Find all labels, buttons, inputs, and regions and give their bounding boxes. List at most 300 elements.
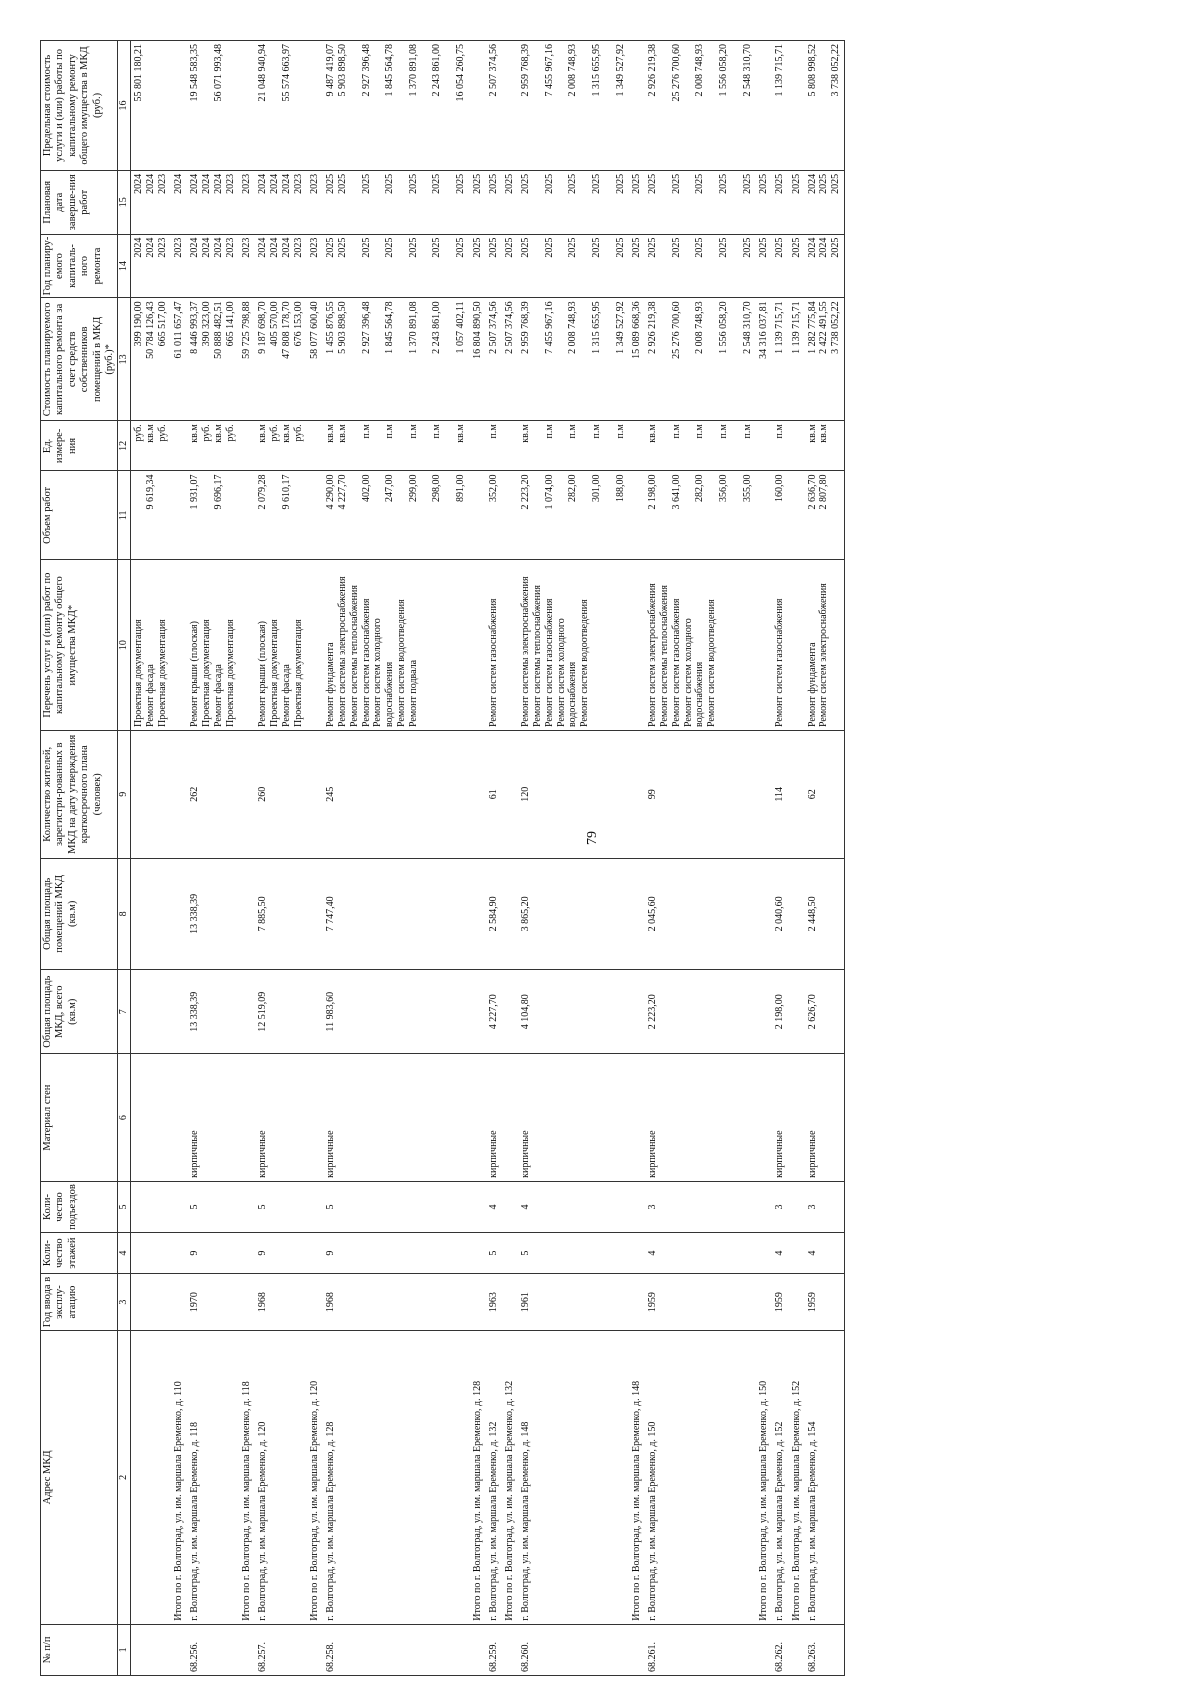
cell-line: 1 139 715,71 <box>774 44 786 97</box>
cell-line <box>349 238 361 295</box>
capital-repair-plan-table <box>40 40 845 1676</box>
cell-line <box>396 301 408 417</box>
cell-c15 <box>469 170 486 234</box>
cell-line <box>791 474 803 556</box>
cell-line: 2025 <box>774 173 786 194</box>
cell-line: 5 <box>520 1250 532 1256</box>
cell-line: г. Волгоград, ул. им. маршала Еременко, д. 118 <box>189 1421 201 1621</box>
cell-c8 <box>755 858 772 970</box>
cell-line: 1 074,00 <box>543 474 555 510</box>
cell-c8 <box>306 858 323 970</box>
cell-line <box>241 734 253 855</box>
cell-c14 <box>486 234 502 298</box>
cell-c9 <box>170 731 187 859</box>
cell-c12 <box>306 421 323 471</box>
cell-line: 68.263. <box>806 1642 818 1672</box>
cell-c15 <box>187 170 238 234</box>
cell-line <box>659 238 671 295</box>
cell-line: 114 <box>774 786 786 802</box>
cell-line: г. Волгоград, ул. им. маршала Еременко, д. 120 <box>257 1421 269 1621</box>
house-row <box>645 41 755 1676</box>
cell-line: 4 <box>774 1250 786 1256</box>
cell-c16 <box>323 41 469 171</box>
cell-line: кв.м <box>325 424 337 443</box>
cell-line <box>157 474 169 556</box>
cell-line: 68.259. <box>487 1642 499 1672</box>
cell-line: 2024 <box>257 237 269 258</box>
cell-line <box>443 238 455 295</box>
cell-line: п.м <box>694 424 706 439</box>
cell-c2 <box>170 1331 187 1625</box>
cell-c12 <box>187 421 238 471</box>
cell-line: 301,00 <box>590 474 602 502</box>
cell-line: 68.257. <box>257 1642 269 1672</box>
cell-line: Проектная документация <box>269 619 281 728</box>
cell-c8 <box>645 858 755 970</box>
cell-line <box>225 44 237 167</box>
cell-line: 2024 <box>806 237 818 258</box>
cell-line <box>556 44 568 167</box>
cell-c2 <box>238 1331 255 1625</box>
cell-line: Ремонт фасада <box>144 664 156 728</box>
cell-c13 <box>306 298 323 421</box>
cell-c16 <box>170 41 187 171</box>
column-number-9: 9 <box>118 731 131 859</box>
cell-line <box>758 1057 770 1178</box>
cell-line: 2024 <box>212 173 224 194</box>
cell-line: 3 <box>647 1204 659 1210</box>
cell-c6 <box>788 1054 805 1182</box>
cell-line: 7 747,40 <box>325 896 337 932</box>
column-header-3: Год ввода в эксплу-атацию <box>41 1274 118 1331</box>
cell-line <box>683 474 695 556</box>
cell-c3 <box>772 1274 788 1331</box>
cell-c15 <box>755 170 772 234</box>
cell-c4 <box>628 1233 645 1274</box>
cell-line: 2023 <box>156 237 168 258</box>
cell-c15 <box>645 170 755 234</box>
cell-line <box>791 973 803 1050</box>
cell-line: 2025 <box>818 173 830 194</box>
cell-line <box>758 1236 770 1270</box>
cell-line: Ремонт систем газоснабжения <box>487 598 499 728</box>
cell-line <box>349 301 361 417</box>
cell-line <box>173 1277 185 1327</box>
cell-line <box>579 238 591 295</box>
cell-c9 <box>306 731 323 859</box>
cell-c8 <box>805 858 845 970</box>
cell-c12 <box>645 421 755 471</box>
cell-c5 <box>255 1181 306 1232</box>
cell-line: 356,00 <box>717 474 729 502</box>
cell-line: 2025 <box>774 237 786 258</box>
cell-c1 <box>788 1624 805 1675</box>
cell-line <box>241 1628 253 1672</box>
cell-line: 247,00 <box>384 474 396 502</box>
cell-line: кв.м <box>280 424 292 443</box>
cell-line <box>173 734 185 855</box>
cell-c7 <box>238 970 255 1054</box>
cell-line: 2024 <box>201 173 213 194</box>
cell-line <box>631 734 643 855</box>
cell-line <box>791 424 803 467</box>
cell-c9 <box>755 731 772 859</box>
cell-line <box>758 424 770 467</box>
cell-line <box>241 44 253 167</box>
cell-line: кв.м <box>647 424 659 443</box>
cell-c15 <box>788 170 805 234</box>
cell-line <box>173 563 185 727</box>
cell-c11 <box>323 471 469 560</box>
cell-line: 1 556 058,20 <box>717 301 729 354</box>
cell-line: 2 584,90 <box>487 896 499 932</box>
total-row <box>469 41 486 1676</box>
cell-line: руб. <box>224 424 236 442</box>
cell-line: 2024 <box>806 173 818 194</box>
cell-line <box>730 474 742 556</box>
cell-line <box>349 424 361 467</box>
cell-line: 245 <box>325 786 337 802</box>
cell-line: 120 <box>520 786 532 802</box>
cell-line <box>504 1236 516 1270</box>
cell-line <box>396 474 408 556</box>
cell-line <box>532 174 544 231</box>
cell-line <box>201 44 213 167</box>
cell-line: 3 <box>774 1204 786 1210</box>
column-number-6: 6 <box>118 1054 131 1182</box>
cell-line: 2023 <box>309 237 321 258</box>
cell-line: руб. <box>133 424 145 442</box>
cell-c11 <box>788 471 805 560</box>
cell-line: 2023 <box>241 237 253 258</box>
cell-line: кирпичные <box>774 1130 786 1178</box>
cell-c6 <box>187 1054 238 1182</box>
cell-c13 <box>518 298 628 421</box>
column-number-4: 4 <box>118 1233 131 1274</box>
cell-line: Ремонт системы теплоснабжения <box>348 585 360 728</box>
cell-c14 <box>772 234 788 298</box>
cell-line: 5 <box>325 1204 337 1210</box>
cell-c5 <box>788 1181 805 1232</box>
cell-line: 1 057 402,11 <box>454 301 466 354</box>
cell-line <box>791 734 803 855</box>
cell-c1 <box>772 1624 788 1675</box>
cell-line: 61 011 657,47 <box>173 301 185 359</box>
cell-line: кв.м <box>806 424 818 443</box>
cell-line: 15 089 668,36 <box>631 301 643 359</box>
cell-line: 68.258. <box>325 1642 337 1672</box>
cell-c12 <box>469 421 486 471</box>
cell-c15 <box>238 170 255 234</box>
cell-c7 <box>501 970 518 1054</box>
cell-c16 <box>306 41 323 171</box>
cell-c8 <box>788 858 805 970</box>
cell-line: 34 316 037,81 <box>758 301 770 359</box>
cell-c10 <box>645 560 755 731</box>
cell-line: 9 187 698,70 <box>257 301 269 354</box>
cell-line: 5 <box>257 1204 269 1210</box>
house-row <box>131 41 171 1676</box>
cell-line <box>579 44 591 167</box>
cell-line: 2025 <box>454 173 466 194</box>
cell-line <box>791 862 803 967</box>
cell-line: 1959 <box>806 1292 818 1313</box>
cell-line <box>420 44 432 167</box>
cell-c2 <box>255 1331 306 1625</box>
cell-line <box>532 301 544 417</box>
cell-line <box>309 44 321 167</box>
cell-line: 2025 <box>543 237 555 258</box>
cell-c12 <box>486 421 502 471</box>
cell-line: п.м <box>567 424 579 439</box>
cell-line <box>631 862 643 967</box>
cell-line <box>472 734 484 855</box>
cell-line: 2025 <box>360 173 372 194</box>
cell-line: п.м <box>384 424 396 439</box>
cell-line: 13 338,39 <box>189 893 201 934</box>
cell-c13 <box>628 298 645 421</box>
cell-line: 2025 <box>830 173 842 194</box>
cell-line: 12 519,09 <box>257 991 269 1032</box>
cell-line: Ремонт систем газоснабжения <box>360 598 372 728</box>
column-number-12: 12 <box>118 421 131 471</box>
cell-line: 282,00 <box>567 474 579 502</box>
cell-line <box>309 1628 321 1672</box>
cell-line: кв.м <box>257 424 269 443</box>
cell-c9 <box>645 731 755 859</box>
cell-c4 <box>255 1233 306 1274</box>
column-header-4: Коли-чество этажей <box>41 1233 118 1274</box>
cell-c1 <box>628 1624 645 1675</box>
cell-line: 5 903 898,50 <box>337 44 348 97</box>
cell-line: 2 008 748,93 <box>694 301 706 354</box>
cell-line: 390 323,00 <box>201 301 213 347</box>
cell-line: 11 983,60 <box>325 991 337 1032</box>
cell-line <box>472 1277 484 1327</box>
cell-c5 <box>323 1181 469 1232</box>
cell-line: 2025 <box>694 237 706 258</box>
total-row <box>501 41 518 1676</box>
cell-line: 2 807,80 <box>818 474 830 510</box>
cell-c8 <box>170 858 187 970</box>
cell-line: 1 315 655,95 <box>590 44 602 97</box>
cell-c8 <box>187 858 238 970</box>
cell-line <box>659 424 671 467</box>
cell-line: Проектная документация <box>292 619 304 728</box>
cell-c12 <box>805 421 845 471</box>
cell-line: 1970 <box>189 1292 201 1313</box>
cell-line <box>241 1185 253 1229</box>
cell-line <box>659 174 671 231</box>
cell-line: 405 570,00 <box>269 301 281 347</box>
cell-line <box>504 44 516 167</box>
cell-line <box>532 424 544 467</box>
cell-line <box>349 174 361 231</box>
cell-c3 <box>628 1274 645 1331</box>
cell-c4 <box>805 1233 845 1274</box>
cell-c10 <box>131 560 171 731</box>
cell-c4 <box>306 1233 323 1274</box>
cell-line: 2025 <box>717 237 729 258</box>
cell-c12 <box>170 421 187 471</box>
cell-line: п.м <box>614 424 626 439</box>
cell-line: 2 927 396,48 <box>360 301 372 354</box>
cell-c11 <box>469 471 486 560</box>
cell-line: 9 610,17 <box>280 474 292 510</box>
cell-line <box>706 238 718 295</box>
cell-line: 2025 <box>407 173 419 194</box>
cell-c16 <box>187 41 238 171</box>
cell-line <box>396 174 408 231</box>
cell-line: 2 008 748,93 <box>567 301 579 354</box>
cell-line: 5 903 898,50 <box>337 301 348 354</box>
cell-line: 2025 <box>471 173 483 194</box>
cell-line: руб. <box>156 424 168 442</box>
cell-line <box>420 174 432 231</box>
cell-line <box>730 424 742 467</box>
cell-c9 <box>187 731 238 859</box>
cell-line: 2 548 310,70 <box>741 44 753 97</box>
cell-line <box>443 474 455 556</box>
cell-line <box>472 424 484 467</box>
cell-line: 2 636,70 <box>806 474 818 510</box>
cell-c5 <box>486 1181 502 1232</box>
cell-line <box>683 424 695 467</box>
cell-line: 2025 <box>520 173 532 194</box>
cell-c11 <box>518 471 628 560</box>
cell-c3 <box>645 1274 755 1331</box>
cell-line <box>372 174 384 231</box>
cell-line: 2025 <box>590 237 602 258</box>
column-header-12: Ед. измере-ния <box>41 421 118 471</box>
cell-line: 2024 <box>269 237 281 258</box>
cell-line: 402,00 <box>360 474 372 502</box>
house-row <box>187 41 238 1676</box>
cell-c6 <box>772 1054 788 1182</box>
cell-c3 <box>170 1274 187 1331</box>
cell-c3 <box>255 1274 306 1331</box>
cell-line <box>133 1236 145 1270</box>
cell-c7 <box>518 970 628 1054</box>
column-header-9: Количество жителей, зарегистри-рованных в МКД на дату утверждения краткосрочного плана (человек) <box>41 731 118 859</box>
cell-line: 1968 <box>325 1292 337 1313</box>
cell-line <box>579 174 591 231</box>
cell-c16 <box>255 41 306 171</box>
cell-line: 7 455 967,16 <box>543 44 555 97</box>
cell-c3 <box>805 1274 845 1331</box>
cell-c6 <box>645 1054 755 1182</box>
cell-c4 <box>755 1233 772 1274</box>
cell-line <box>683 301 695 417</box>
cell-line <box>349 44 361 167</box>
cell-line: Ремонт системы электроснабжения <box>520 576 532 728</box>
cell-line: 2 548 310,70 <box>741 301 753 354</box>
cell-line: кирпичные <box>806 1130 818 1178</box>
cell-line <box>309 734 321 855</box>
cell-line: 2025 <box>431 237 443 258</box>
cell-c3 <box>306 1274 323 1331</box>
cell-c16 <box>518 41 628 171</box>
cell-line: п.м <box>590 424 602 439</box>
cell-line: г. Волгоград, ул. им. маршала Еременко, д. 132 <box>487 1421 499 1621</box>
column-header-2: Адрес МКД <box>41 1331 118 1625</box>
cell-line <box>133 474 145 556</box>
cell-line: 4 227,70 <box>487 994 499 1030</box>
cell-line: 2025 <box>337 237 348 258</box>
cell-line: 1968 <box>257 1292 269 1313</box>
cell-c1 <box>469 1624 486 1675</box>
cell-line <box>730 301 742 417</box>
cell-c7 <box>323 970 469 1054</box>
cell-line <box>472 1628 484 1672</box>
column-number-14: 14 <box>118 234 131 298</box>
cell-c5 <box>469 1181 486 1232</box>
cell-line: 2024 <box>280 173 292 194</box>
cell-line: кв.м <box>189 424 201 443</box>
cell-line: Ремонт систем электроснабжения <box>647 583 659 728</box>
cell-line <box>504 1185 516 1229</box>
cell-line: 2025 <box>670 237 682 258</box>
cell-c8 <box>131 858 171 970</box>
column-number-1: 1 <box>118 1624 131 1675</box>
cell-line <box>173 862 185 967</box>
cell-line: 1 845 564,78 <box>384 301 396 354</box>
cell-line: 2 198,00 <box>774 994 786 1030</box>
cell-c15 <box>170 170 187 234</box>
column-header-10: Перечень услуг и (или) работ по капитальному ремонту общего имущества МКД* <box>41 560 118 731</box>
cell-c14 <box>788 234 805 298</box>
cell-line <box>241 1057 253 1178</box>
cell-line <box>133 1628 145 1672</box>
cell-line <box>659 474 671 556</box>
cell-line: 2024 <box>257 173 269 194</box>
cell-c15 <box>306 170 323 234</box>
cell-c3 <box>469 1274 486 1331</box>
cell-line: 2025 <box>567 237 579 258</box>
column-number-8: 8 <box>118 858 131 970</box>
cell-line: 62 <box>806 789 818 800</box>
cell-line: Ремонт систем газоснабжения <box>774 598 786 728</box>
cell-c8 <box>238 858 255 970</box>
cell-line <box>472 563 484 727</box>
cell-line: 282,00 <box>694 474 706 502</box>
cell-line: Итого по г. Волгоград, ул. им. маршала Еременко, д. 132 <box>504 1380 516 1621</box>
cell-c12 <box>501 421 518 471</box>
cell-c7 <box>628 970 645 1054</box>
total-row <box>306 41 323 1676</box>
cell-c13 <box>501 298 518 421</box>
cell-c5 <box>645 1181 755 1232</box>
cell-line <box>504 1057 516 1178</box>
cell-line <box>504 973 516 1050</box>
cell-line: Итого по г. Волгоград, ул. им. маршала Еременко, д. 152 <box>790 1380 802 1621</box>
cell-c14 <box>255 234 306 298</box>
cell-line <box>631 563 643 727</box>
cell-line: 2 040,60 <box>774 896 786 932</box>
cell-c6 <box>469 1054 486 1182</box>
cell-c3 <box>486 1274 502 1331</box>
cell-line: 2023 <box>292 237 304 258</box>
cell-line: 9 <box>325 1250 337 1256</box>
cell-line: руб. <box>201 424 213 442</box>
cell-line: 2025 <box>431 173 443 194</box>
total-row <box>170 41 187 1676</box>
cell-line: п.м <box>360 424 372 439</box>
cell-c7 <box>187 970 238 1054</box>
cell-c5 <box>187 1181 238 1232</box>
cell-c13 <box>469 298 486 421</box>
cell-c15 <box>486 170 502 234</box>
